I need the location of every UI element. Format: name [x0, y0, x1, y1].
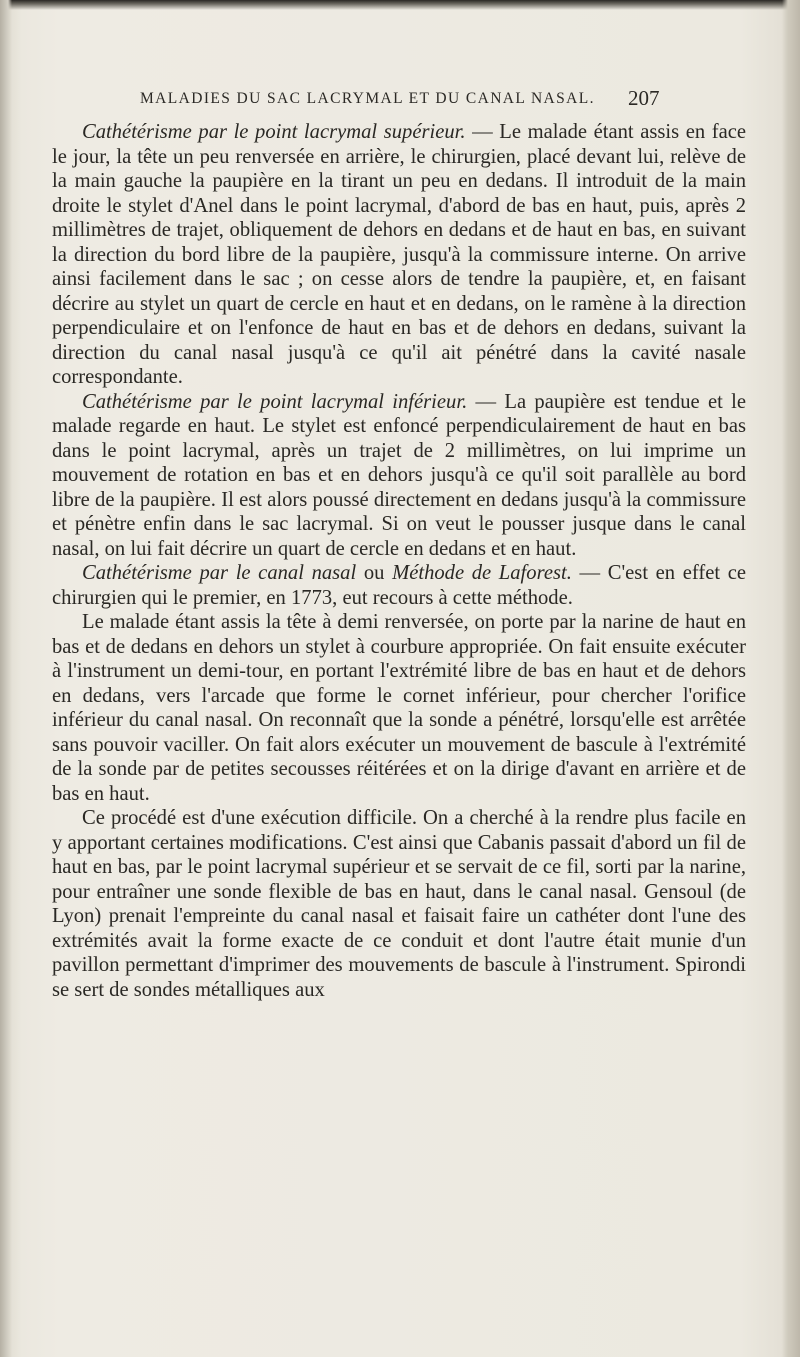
paragraph-heading-method: Méthode de Laforest. — [392, 562, 572, 584]
page-number: 207 — [628, 86, 660, 110]
paragraph-procedure — [52, 610, 746, 806]
body-text — [52, 120, 746, 1002]
paragraph-text: — La paupière est tendue et le malade regarde en haut. Le stylet est enfoncé perpendiculairement de haut en bas dans le point lacrymal, après un trajet de 2 millimètres, on lui imprime un mouvement de rotation en bas et en dehors jusqu'à ce qu'il soit parallèle au bord libre de la paupière. Il est alors poussé directement en dedans jusqu'à la commissure et pénètre enfin dans le sac lacrymal. Si on veut le pousser jusque dans le canal nasal, on lui fait décrire un quart de cercle en dedans et en haut. — [52, 390, 746, 560]
right-page-edge — [782, 0, 800, 1357]
paragraph-text: — Le malade étant assis en face le jour, la tête un peu renversée en arrière, le chirurgien, placé devant lui, relève de la main gauche la paupière en la tirant un peu en dedans. Il introduit de la main droite le stylet d'Anel dans le point lacrymal, d'abord de bas en haut, puis, après 2 millimètres de trajet, obliquement de dehors en dedans et de haut en bas, en suivant la direction du bord libre de la paupière, jusqu'à la commissure interne. On arrive ainsi facilement dans le sac ; on cesse alors de tendre la paupière, et, en faisant décrire au stylet un quart de cercle en haut et en dedans, on le ramène à la direction perpendiculaire et on l'enfonce de haut en bas et de dehors en dedans, suivant la direction du canal nasal jusqu'à ce qu'il ait pénétré dans la cavité nasale correspondante. — [52, 121, 746, 388]
page-header — [0, 86, 800, 116]
running-head: MALADIES DU SAC LACRYMAL ET DU CANAL NASAL. — [140, 90, 595, 107]
left-page-edge — [0, 0, 12, 1357]
paragraph-inferior — [52, 390, 746, 562]
paragraph-text: Le malade étant assis la tête à demi renversée, on porte par la narine de haut en bas et de dedans en dehors un stylet à courbure appropriée. On fait ensuite exécuter à l'instrument un demi-tour, en portant l'extrémité libre de bas en haut et de dehors en dedans, vers l'arcade que forme le cornet inférieur, pour chercher l'orifice inférieur du canal nasal. On reconnaît que la sonde a pénétré, lorsqu'elle est arrêtée sans pouvoir vaciller. On fait alors exécuter un mouvement de bascule à l'extrémité de la sonde par de petites secousses réitérées et on la dirige d'avant en arrière et de bas en haut. — [52, 611, 746, 805]
paragraph-heading: Cathétérisme par le point lacrymal supérieur. — [82, 121, 466, 143]
heading-connector: ou — [356, 562, 393, 584]
top-shadow — [0, 0, 800, 10]
paragraph-text: — C'est en effet ce chirurgien qui le premier, en 1773, eut recours à cette méthode. — [52, 562, 746, 609]
paragraph-modifications — [52, 806, 746, 1002]
paragraph-superior — [52, 120, 746, 390]
paragraph-heading: Cathétérisme par le canal nasal — [82, 562, 357, 584]
paragraph-laforest — [52, 561, 746, 610]
paragraph-heading: Cathétérisme par le point lacrymal inférieur. — [82, 390, 468, 413]
paragraph-text: Ce procédé est d'une exécution difficile. On a cherché à la rendre plus facile en y apportant certaines modifications. C'est ainsi que Cabanis passait d'abord un fil de haut en bas, par le point lacrymal supérieur et se servait de ce fil, sorti par la narine, pour entraîner une sonde flexible de bas en haut, dans le canal nasal. Gensoul (de Lyon) prenait l'empreinte du canal nasal et faisait faire un cathéter dont l'une des extrémités avait la forme exacte de ce conduit et dont l'autre était munie d'un pavillon permettant d'imprimer des mouvements de bascule à l'instrument. Spirondi se sert de sondes métalliques aux — [52, 807, 746, 1001]
